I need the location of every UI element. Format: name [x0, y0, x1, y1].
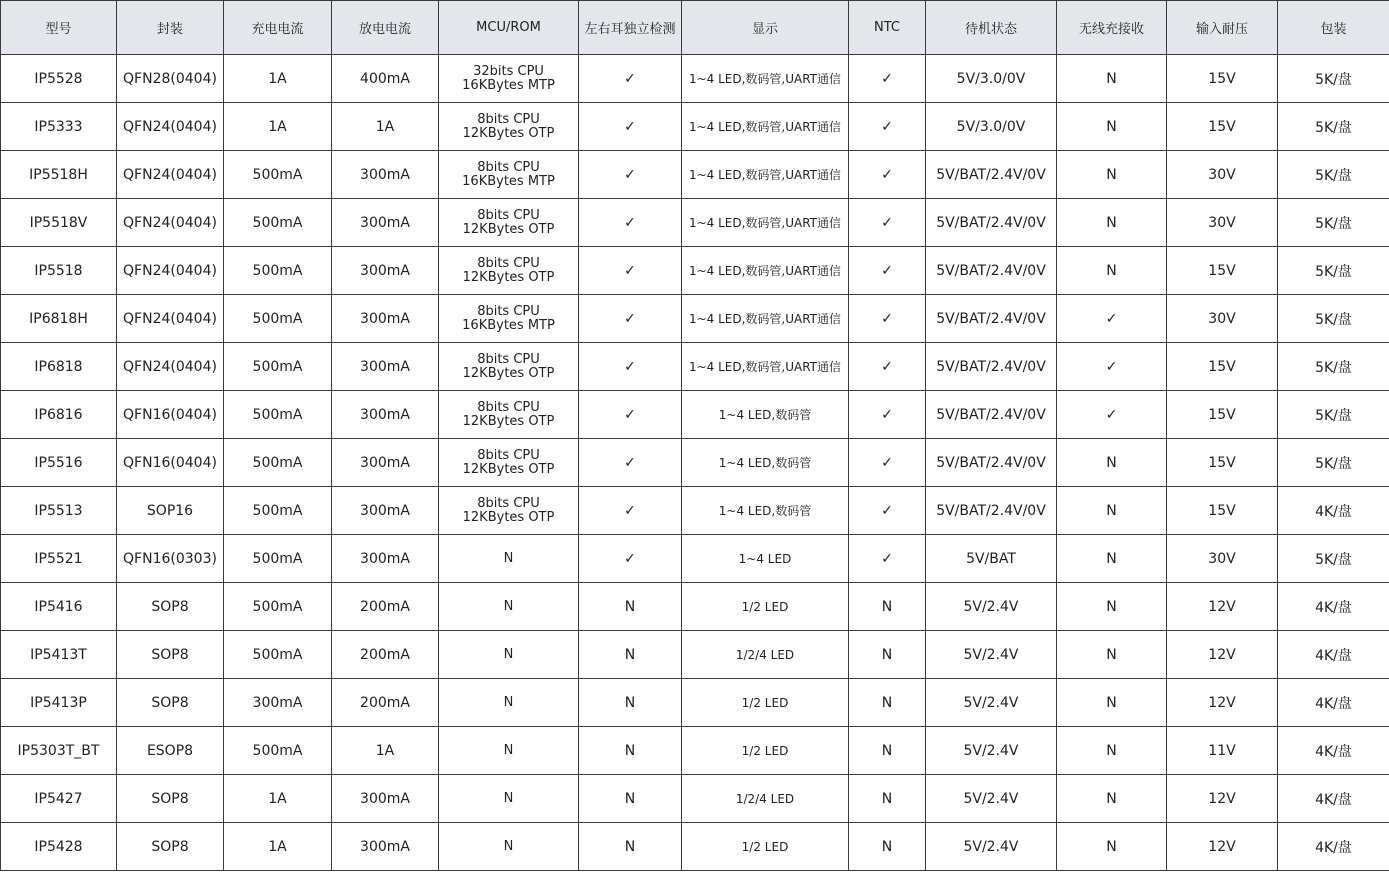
input-voltage-cell: 30V: [1167, 151, 1278, 199]
header-standby: 待机状态: [926, 1, 1057, 55]
wireless-rx-cell: N: [1057, 631, 1167, 679]
package-cell: QFN24(0404): [117, 103, 224, 151]
display-cell: 1~4 LED,数码管: [682, 391, 849, 439]
standby-cell: 5V/2.4V: [926, 583, 1057, 631]
package-cell: SOP8: [117, 823, 224, 871]
mcu-cpu-line: 8bits CPU: [477, 159, 540, 175]
charge-current-cell: 500mA: [224, 151, 332, 199]
display-cell: 1~4 LED,数码管,UART通信: [682, 55, 849, 103]
ear-detect-cell: ✓: [579, 103, 682, 151]
mcu-cpu-line: N: [503, 646, 514, 662]
ntc-cell: ✓: [849, 199, 926, 247]
table-row: [1, 343, 1389, 391]
input-voltage-cell: 11V: [1167, 727, 1278, 775]
wireless-rx-cell: N: [1057, 247, 1167, 295]
packing-cell: 5K/盘: [1278, 391, 1389, 439]
input-voltage-cell: 12V: [1167, 823, 1278, 871]
model-cell: IP5521: [1, 535, 117, 583]
ntc-cell: N: [849, 583, 926, 631]
mcu-rom-line: 12KBytes OTP: [462, 365, 555, 381]
model-cell: IP5518V: [1, 199, 117, 247]
ntc-cell: N: [849, 775, 926, 823]
header-packing: 包装: [1278, 1, 1389, 55]
mcu-rom-cell: [439, 631, 579, 679]
ear-detect-cell: ✓: [579, 439, 682, 487]
display-cell: 1~4 LED,数码管,UART通信: [682, 103, 849, 151]
mcu-rom-cell: [439, 439, 579, 487]
input-voltage-cell: 30V: [1167, 199, 1278, 247]
display-cell: 1/2 LED: [682, 583, 849, 631]
mcu-cpu-line: N: [503, 598, 514, 614]
wireless-rx-cell: ✓: [1057, 295, 1167, 343]
wireless-rx-cell: N: [1057, 199, 1167, 247]
mcu-rom-line: 16KBytes MTP: [462, 317, 555, 333]
discharge-current-cell: 300mA: [332, 199, 439, 247]
mcu-rom-cell: [439, 247, 579, 295]
table-row: [1, 823, 1389, 871]
packing-cell: 5K/盘: [1278, 247, 1389, 295]
discharge-current-cell: 300mA: [332, 439, 439, 487]
table-row: [1, 727, 1389, 775]
mcu-cpu-line: 8bits CPU: [477, 303, 540, 319]
input-voltage-cell: 12V: [1167, 583, 1278, 631]
table-row: [1, 151, 1389, 199]
mcu-cpu-line: 8bits CPU: [477, 495, 540, 511]
wireless-rx-cell: N: [1057, 775, 1167, 823]
mcu-rom-line: 12KBytes OTP: [462, 269, 555, 285]
discharge-current-cell: 1A: [332, 727, 439, 775]
display-cell: 1~4 LED,数码管: [682, 487, 849, 535]
table-body: [1, 55, 1389, 871]
mcu-cpu-line: N: [503, 790, 514, 806]
mcu-cpu-line: 8bits CPU: [477, 111, 540, 127]
charge-current-cell: 1A: [224, 775, 332, 823]
mcu-rom-line: 12KBytes OTP: [462, 461, 555, 477]
wireless-rx-cell: N: [1057, 103, 1167, 151]
packing-cell: 4K/盘: [1278, 487, 1389, 535]
charge-current-cell: 500mA: [224, 535, 332, 583]
packing-cell: 5K/盘: [1278, 295, 1389, 343]
package-cell: QFN16(0404): [117, 439, 224, 487]
packing-cell: 4K/盘: [1278, 823, 1389, 871]
input-voltage-cell: 15V: [1167, 487, 1278, 535]
ear-detect-cell: N: [579, 727, 682, 775]
ear-detect-cell: N: [579, 583, 682, 631]
standby-cell: 5V/BAT: [926, 535, 1057, 583]
model-cell: IP5528: [1, 55, 117, 103]
table-row: [1, 535, 1389, 583]
ntc-cell: ✓: [849, 247, 926, 295]
ntc-cell: ✓: [849, 343, 926, 391]
mcu-rom-cell: [439, 151, 579, 199]
input-voltage-cell: 15V: [1167, 103, 1278, 151]
ear-detect-cell: ✓: [579, 295, 682, 343]
input-voltage-cell: 12V: [1167, 775, 1278, 823]
mcu-rom-cell: [439, 583, 579, 631]
package-cell: QFN28(0404): [117, 55, 224, 103]
mcu-rom-line: 16KBytes MTP: [462, 173, 555, 189]
table-row: [1, 631, 1389, 679]
discharge-current-cell: 200mA: [332, 679, 439, 727]
display-cell: 1~4 LED,数码管,UART通信: [682, 199, 849, 247]
mcu-cpu-line: N: [503, 550, 514, 566]
packing-cell: 4K/盘: [1278, 631, 1389, 679]
packing-cell: 4K/盘: [1278, 727, 1389, 775]
ntc-cell: ✓: [849, 295, 926, 343]
header-charge-current: 充电电流: [224, 1, 332, 55]
standby-cell: 5V/2.4V: [926, 823, 1057, 871]
table-row: [1, 439, 1389, 487]
package-cell: SOP8: [117, 631, 224, 679]
header-row: [1, 1, 1389, 55]
header-model: 型号: [1, 1, 117, 55]
input-voltage-cell: 12V: [1167, 679, 1278, 727]
mcu-cpu-line: 32bits CPU: [473, 63, 544, 79]
standby-cell: 5V/2.4V: [926, 631, 1057, 679]
table-row: [1, 487, 1389, 535]
ear-detect-cell: N: [579, 775, 682, 823]
charge-current-cell: 500mA: [224, 199, 332, 247]
ear-detect-cell: ✓: [579, 535, 682, 583]
discharge-current-cell: 200mA: [332, 583, 439, 631]
mcu-rom-line: 12KBytes OTP: [462, 125, 555, 141]
discharge-current-cell: 300mA: [332, 247, 439, 295]
discharge-current-cell: 300mA: [332, 775, 439, 823]
charge-current-cell: 1A: [224, 103, 332, 151]
ntc-cell: N: [849, 631, 926, 679]
package-cell: QFN16(0404): [117, 391, 224, 439]
ntc-cell: ✓: [849, 439, 926, 487]
ear-detect-cell: ✓: [579, 55, 682, 103]
ear-detect-cell: ✓: [579, 391, 682, 439]
wireless-rx-cell: N: [1057, 487, 1167, 535]
table-row: [1, 199, 1389, 247]
mcu-rom-line: 12KBytes OTP: [462, 413, 555, 429]
model-cell: IP5428: [1, 823, 117, 871]
display-cell: 1~4 LED,数码管: [682, 439, 849, 487]
charge-current-cell: 500mA: [224, 343, 332, 391]
display-cell: 1/2/4 LED: [682, 775, 849, 823]
package-cell: SOP16: [117, 487, 224, 535]
table-row: [1, 247, 1389, 295]
mcu-rom-cell: [439, 823, 579, 871]
mcu-rom-cell: [439, 343, 579, 391]
mcu-rom-cell: [439, 295, 579, 343]
header-ear-detect: 左右耳独立检测: [579, 1, 682, 55]
standby-cell: 5V/BAT/2.4V/0V: [926, 343, 1057, 391]
model-cell: IP5513: [1, 487, 117, 535]
package-cell: SOP8: [117, 679, 224, 727]
discharge-current-cell: 300mA: [332, 343, 439, 391]
ntc-cell: ✓: [849, 103, 926, 151]
discharge-current-cell: 300mA: [332, 487, 439, 535]
standby-cell: 5V/BAT/2.4V/0V: [926, 487, 1057, 535]
mcu-rom-cell: [439, 199, 579, 247]
wireless-rx-cell: N: [1057, 679, 1167, 727]
packing-cell: 4K/盘: [1278, 679, 1389, 727]
mcu-cpu-line: N: [503, 694, 514, 710]
standby-cell: 5V/2.4V: [926, 679, 1057, 727]
header-wireless-rx: 无线充接收: [1057, 1, 1167, 55]
charge-current-cell: 500mA: [224, 631, 332, 679]
table-row: [1, 55, 1389, 103]
charge-current-cell: 500mA: [224, 487, 332, 535]
package-cell: QFN24(0404): [117, 343, 224, 391]
ntc-cell: N: [849, 823, 926, 871]
input-voltage-cell: 30V: [1167, 295, 1278, 343]
model-cell: IP5413T: [1, 631, 117, 679]
model-cell: IP6818: [1, 343, 117, 391]
discharge-current-cell: 1A: [332, 103, 439, 151]
standby-cell: 5V/BAT/2.4V/0V: [926, 199, 1057, 247]
discharge-current-cell: 300mA: [332, 391, 439, 439]
charge-current-cell: 300mA: [224, 679, 332, 727]
display-cell: 1~4 LED: [682, 535, 849, 583]
table-row: [1, 103, 1389, 151]
mcu-cpu-line: N: [503, 742, 514, 758]
wireless-rx-cell: N: [1057, 583, 1167, 631]
package-cell: ESOP8: [117, 727, 224, 775]
display-cell: 1/2 LED: [682, 823, 849, 871]
packing-cell: 5K/盘: [1278, 535, 1389, 583]
input-voltage-cell: 12V: [1167, 631, 1278, 679]
packing-cell: 5K/盘: [1278, 439, 1389, 487]
standby-cell: 5V/BAT/2.4V/0V: [926, 439, 1057, 487]
ear-detect-cell: ✓: [579, 247, 682, 295]
standby-cell: 5V/BAT/2.4V/0V: [926, 391, 1057, 439]
charge-current-cell: 500mA: [224, 727, 332, 775]
model-cell: IP5516: [1, 439, 117, 487]
standby-cell: 5V/2.4V: [926, 775, 1057, 823]
ear-detect-cell: N: [579, 631, 682, 679]
display-cell: 1/2/4 LED: [682, 631, 849, 679]
table-row: [1, 583, 1389, 631]
mcu-cpu-line: N: [503, 838, 514, 854]
packing-cell: 4K/盘: [1278, 583, 1389, 631]
mcu-rom-cell: [439, 679, 579, 727]
input-voltage-cell: 30V: [1167, 535, 1278, 583]
display-cell: 1/2 LED: [682, 679, 849, 727]
input-voltage-cell: 15V: [1167, 439, 1278, 487]
packing-cell: 5K/盘: [1278, 103, 1389, 151]
mcu-rom-cell: [439, 775, 579, 823]
packing-cell: 4K/盘: [1278, 775, 1389, 823]
model-cell: IP5518: [1, 247, 117, 295]
mcu-rom-cell: [439, 103, 579, 151]
mcu-cpu-line: 8bits CPU: [477, 351, 540, 367]
input-voltage-cell: 15V: [1167, 343, 1278, 391]
model-cell: IP5333: [1, 103, 117, 151]
ntc-cell: ✓: [849, 151, 926, 199]
packing-cell: 5K/盘: [1278, 55, 1389, 103]
package-cell: SOP8: [117, 775, 224, 823]
header-input-voltage: 输入耐压: [1167, 1, 1278, 55]
model-cell: IP5518H: [1, 151, 117, 199]
header-ntc: NTC: [849, 1, 926, 55]
ntc-cell: N: [849, 727, 926, 775]
mcu-rom-cell: [439, 391, 579, 439]
packing-cell: 5K/盘: [1278, 343, 1389, 391]
ntc-cell: ✓: [849, 391, 926, 439]
standby-cell: 5V/BAT/2.4V/0V: [926, 151, 1057, 199]
ear-detect-cell: ✓: [579, 199, 682, 247]
input-voltage-cell: 15V: [1167, 391, 1278, 439]
ntc-cell: ✓: [849, 487, 926, 535]
charge-current-cell: 1A: [224, 55, 332, 103]
display-cell: 1~4 LED,数码管,UART通信: [682, 151, 849, 199]
mcu-rom-line: 16KBytes MTP: [462, 77, 555, 93]
discharge-current-cell: 300mA: [332, 295, 439, 343]
discharge-current-cell: 400mA: [332, 55, 439, 103]
package-cell: QFN24(0404): [117, 199, 224, 247]
display-cell: 1~4 LED,数码管,UART通信: [682, 343, 849, 391]
mcu-rom-cell: [439, 487, 579, 535]
wireless-rx-cell: ✓: [1057, 391, 1167, 439]
header-package: 封装: [117, 1, 224, 55]
package-cell: QFN16(0303): [117, 535, 224, 583]
ntc-cell: N: [849, 679, 926, 727]
standby-cell: 5V/BAT/2.4V/0V: [926, 247, 1057, 295]
table-row: [1, 295, 1389, 343]
mcu-cpu-line: 8bits CPU: [477, 447, 540, 463]
wireless-rx-cell: N: [1057, 727, 1167, 775]
input-voltage-cell: 15V: [1167, 247, 1278, 295]
charge-current-cell: 500mA: [224, 439, 332, 487]
header-discharge-current: 放电电流: [332, 1, 439, 55]
package-cell: QFN24(0404): [117, 295, 224, 343]
wireless-rx-cell: N: [1057, 823, 1167, 871]
charge-current-cell: 500mA: [224, 247, 332, 295]
wireless-rx-cell: ✓: [1057, 343, 1167, 391]
charge-current-cell: 1A: [224, 823, 332, 871]
mcu-rom-cell: [439, 535, 579, 583]
ntc-cell: ✓: [849, 55, 926, 103]
table-row: [1, 679, 1389, 727]
standby-cell: 5V/3.0/0V: [926, 55, 1057, 103]
mcu-cpu-line: 8bits CPU: [477, 399, 540, 415]
model-cell: IP5416: [1, 583, 117, 631]
table-row: [1, 391, 1389, 439]
input-voltage-cell: 15V: [1167, 55, 1278, 103]
display-cell: 1~4 LED,数码管,UART通信: [682, 295, 849, 343]
display-cell: 1~4 LED,数码管,UART通信: [682, 247, 849, 295]
model-cell: IP5413P: [1, 679, 117, 727]
model-cell: IP6816: [1, 391, 117, 439]
packing-cell: 5K/盘: [1278, 151, 1389, 199]
mcu-rom-cell: [439, 55, 579, 103]
standby-cell: 5V/BAT/2.4V/0V: [926, 295, 1057, 343]
ear-detect-cell: N: [579, 679, 682, 727]
standby-cell: 5V/3.0/0V: [926, 103, 1057, 151]
mcu-rom-line: 12KBytes OTP: [462, 509, 555, 525]
ntc-cell: ✓: [849, 535, 926, 583]
wireless-rx-cell: N: [1057, 535, 1167, 583]
mcu-cpu-line: 8bits CPU: [477, 207, 540, 223]
ear-detect-cell: ✓: [579, 151, 682, 199]
mcu-rom-line: 12KBytes OTP: [462, 221, 555, 237]
charge-current-cell: 500mA: [224, 583, 332, 631]
ear-detect-cell: N: [579, 823, 682, 871]
header-display: 显示: [682, 1, 849, 55]
model-cell: IP5303T_BT: [1, 727, 117, 775]
charge-current-cell: 500mA: [224, 295, 332, 343]
wireless-rx-cell: N: [1057, 151, 1167, 199]
charge-current-cell: 500mA: [224, 391, 332, 439]
display-cell: 1/2 LED: [682, 727, 849, 775]
model-cell: IP5427: [1, 775, 117, 823]
mcu-cpu-line: 8bits CPU: [477, 255, 540, 271]
standby-cell: 5V/2.4V: [926, 727, 1057, 775]
package-cell: QFN24(0404): [117, 247, 224, 295]
model-cell: IP6818H: [1, 295, 117, 343]
ear-detect-cell: ✓: [579, 487, 682, 535]
discharge-current-cell: 300mA: [332, 823, 439, 871]
discharge-current-cell: 300mA: [332, 535, 439, 583]
package-cell: QFN24(0404): [117, 151, 224, 199]
table-row: [1, 775, 1389, 823]
wireless-rx-cell: N: [1057, 439, 1167, 487]
package-cell: SOP8: [117, 583, 224, 631]
ear-detect-cell: ✓: [579, 343, 682, 391]
header-mcu-rom: MCU/ROM: [439, 1, 579, 55]
discharge-current-cell: 300mA: [332, 151, 439, 199]
packing-cell: 5K/盘: [1278, 199, 1389, 247]
mcu-rom-cell: [439, 727, 579, 775]
discharge-current-cell: 200mA: [332, 631, 439, 679]
wireless-rx-cell: N: [1057, 55, 1167, 103]
